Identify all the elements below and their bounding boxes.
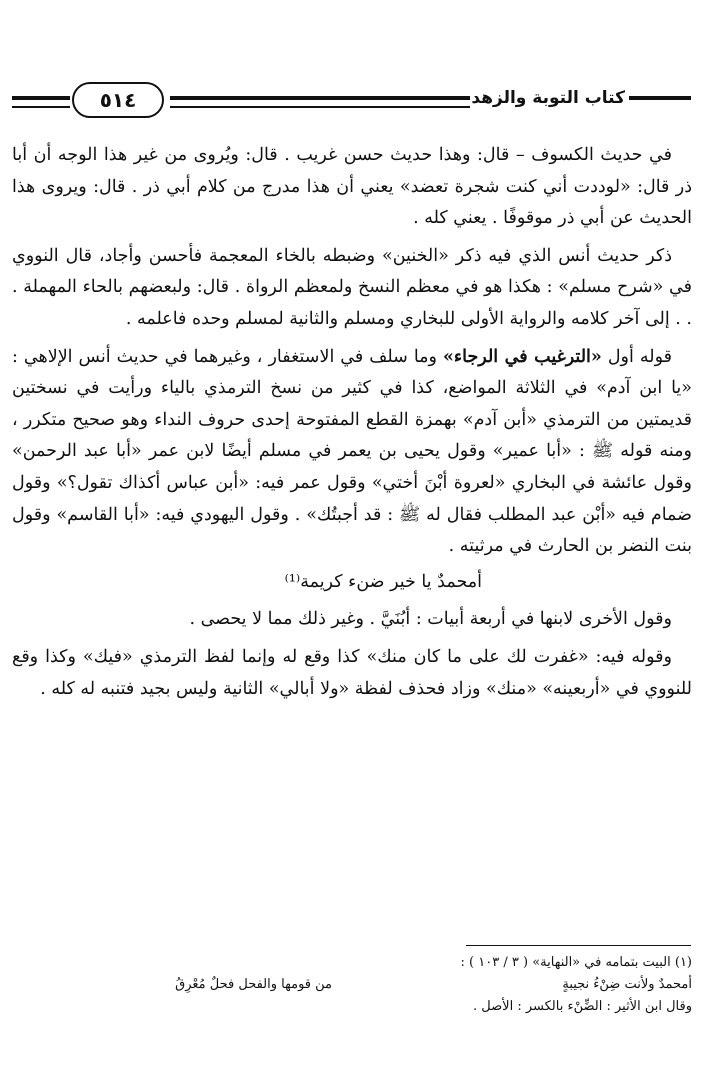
header-rule-left (12, 96, 70, 100)
main-text (12, 140, 692, 711)
page-header (0, 82, 703, 128)
footnotes (20, 952, 692, 1018)
running-title: كتاب التوبة والزهد (471, 88, 625, 108)
footnote-1: (١) البيت بتمامه في «النهاية» ( ٣ / ١٠٣ ) : (460, 955, 692, 970)
verse-line: أمحمدٌ يا خير ضنء كريمة⁽¹⁾ (284, 571, 482, 592)
page-number: ٥١٤ (72, 82, 164, 118)
footnote-3: وقال ابن الأثير : الضِّنْء بالكسر : الأصل . (473, 999, 692, 1014)
paragraph-1: في حديث الكسوف – قال: وهذا حديث حسن غريب . قال: ويُروى من غير هذا الوجه أن أبا ذر قال: «لوددت أني كنت شجرة تعضد» يعني أن هذا مدرج من كلام أبي ذر . قال: ويروى هذا الحديث عن أبي ذر موقوفًا . يعني كله . (12, 145, 692, 229)
footnote-divider (466, 945, 691, 946)
header-rule-middle-thin (170, 106, 470, 108)
paragraph-3-rest: وما سلف في الاستغفار ، وغيرهما في حديث أنس الإلاهي : «يا ابن آدم» في الثلاثة المواضع، كذا في كثير من نسخ الترمذي بالياء ورأيت في نسختين قديمتين من الترمذي «أبن آدم» بهمزة القطع المفتوحة إحدى حروف النداء وهو صحيح متكرر ، ومنه قوله ﷺ : «أبا عمير» وقول يحيى بن يعمر في مسلم أيضًا لابن عمر «أبا عبد الرحمن» وقول عائشة في البخاري «لعروة أبْنَ أختي» وقول عمر فيه: «أبن عباس أكذاك تقول؟» وقول ضمام فيه «أبْن عبد المطلب فقال له ﷺ : قد أجبتُك» . وقول اليهودي فيه: «أبا القاسم» وقول بنت النضر بن الحارث في مرثيته . (12, 346, 692, 557)
header-rule-middle (170, 96, 470, 100)
footnote-hemistich-2: من قومها والفحل فحلٌ مُعْرِقُ (175, 977, 332, 992)
paragraph-3 (12, 342, 692, 563)
footnote-hemistich-1: أمحمدٌ ولأنت ضِنْءُ نجيبةٍ (562, 977, 692, 992)
chapter-reference: «الترغيب في الرجاء» (442, 346, 602, 367)
header-rule-left-thin (12, 106, 70, 108)
header-rule-right (629, 96, 691, 100)
paragraph-3-lead: قوله أول (601, 346, 672, 367)
paragraph-5: وقوله فيه: «غفرت لك على ما كان منك» كذا وقع له وإنما لفظ الترمذي «فيك» وكذا وقع للنووي في «أربعينه» «منك» وزاد فحذف لفظة «ولا أبالي» الثانية وليس بجيد فتنبه له كله . (12, 646, 692, 699)
paragraph-2: ذكر حديث أنس الذي فيه ذكر «الخنين» وضبطه بالخاء المعجمة فأحسن وأجاد، قال النووي في «شرح مسلم» : هكذا هو في معظم النسخ ولمعظم الرواة . قال: ولبعضهم بالحاء المهملة . . . إلى آخر كلامه والرواية الأولى للبخاري ومسلم والثانية لمسلم وحده فاعلمه . (12, 245, 692, 329)
paragraph-4: وقول الأخرى لابنها في أربعة أبيات : أبُنَيَّ . وغير ذلك مما لا يحصى . (189, 609, 672, 630)
footnote-verse (20, 974, 692, 996)
